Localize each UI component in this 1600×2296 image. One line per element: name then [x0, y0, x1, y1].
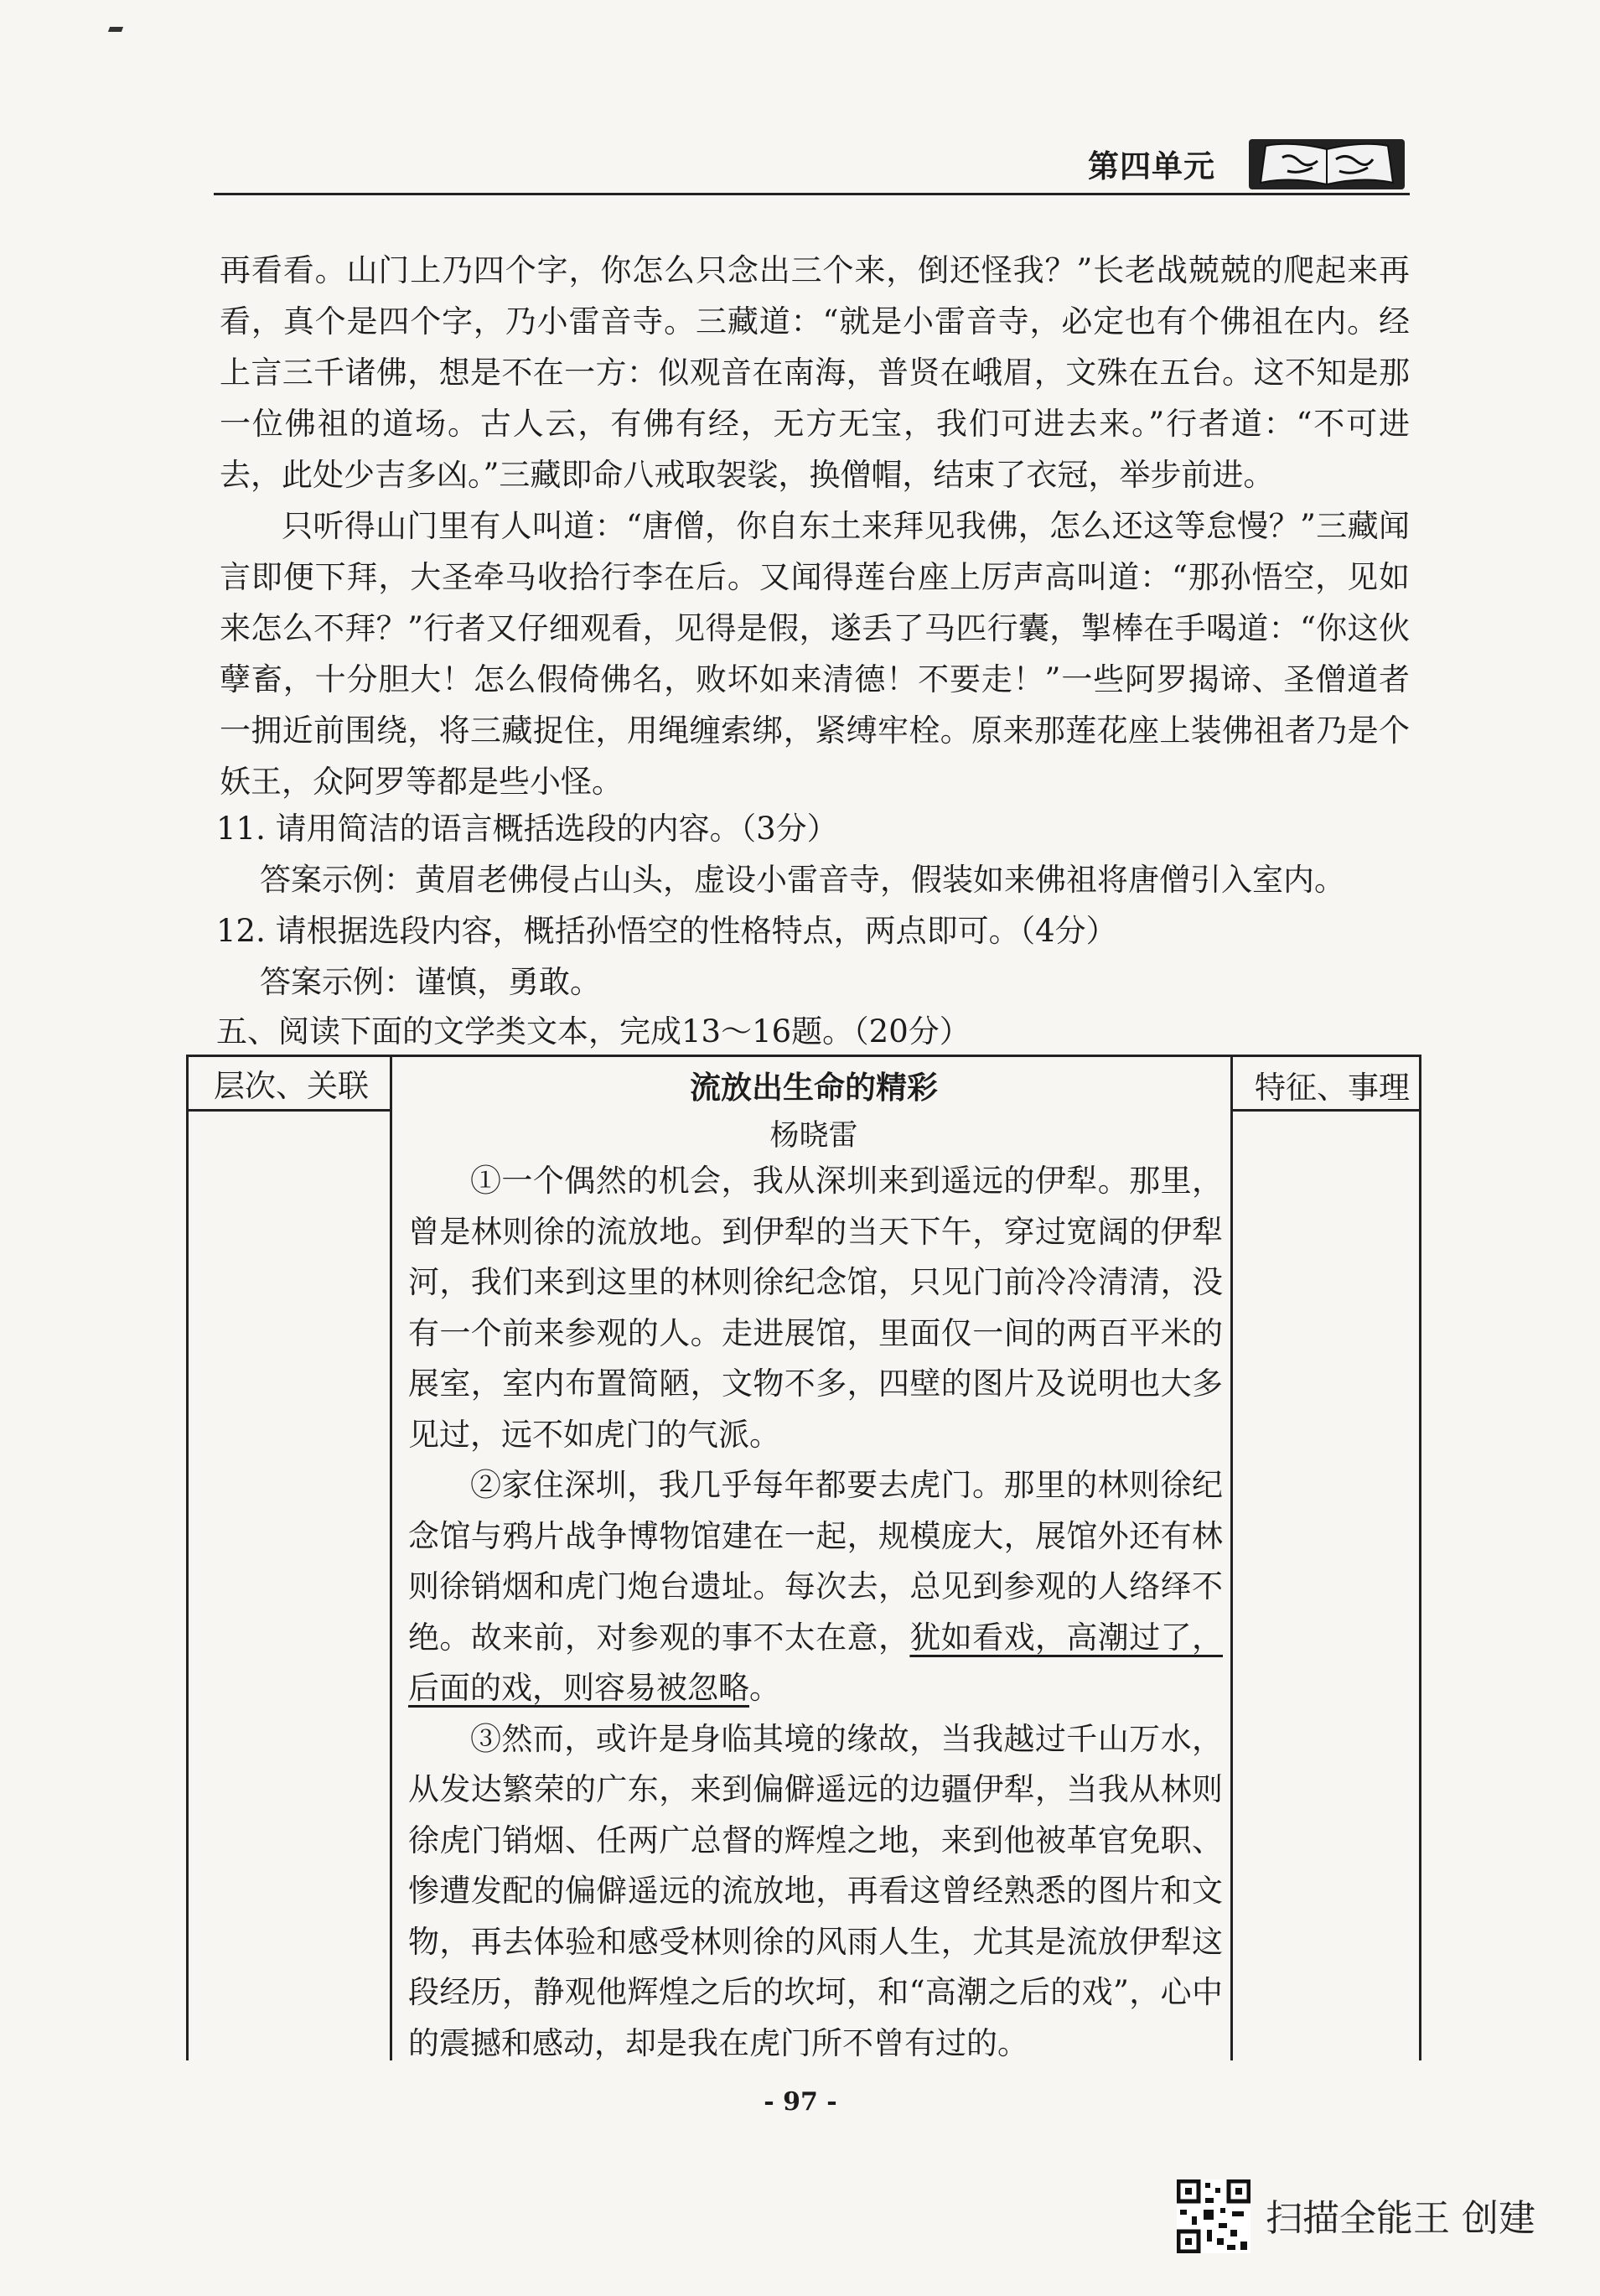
passage-paragraph: 再看看。山门上乃四个字，你怎么只念出三个来，倒还怪我？”长老战兢兢的爬起来再看，真个是四个字，乃小雷音寺。三藏道：“就是小雷音寺，必定也有个佛祖在内。经上言三千诸佛，想是不在一方：似观音在南海，普贤在峨眉，文殊在五台。这不知是那一位佛祖的道场。古人云，有佛有经，无方无宝，我们可进去来。”行者道：“不可进去，此处少吉多凶。”三藏即命八戒取袈裟，换僧帽，结束了衣冠，举步前进。 [220, 252, 1410, 493]
paragraph-end: 。 [749, 1670, 780, 1706]
question-text: 11. 请用简洁的语言概括选段的内容。（3分） [216, 811, 838, 847]
question-11 [216, 803, 1423, 905]
question-text: 12. 请根据选段内容，概括孙悟空的性格特点，两点即可。（4分） [216, 913, 1117, 949]
underlined-sentence: 犹如看戏，高潮过了，后面的戏，则容易被忽略 [408, 1619, 1224, 1706]
header-divider [214, 193, 1410, 195]
header-row-rule [189, 1109, 392, 1112]
passage-paragraph: 只听得山门里有人叫道：“唐僧，你自东土来拜见我佛，怎么还这等怠慢？”三藏闻言即便下拜，大圣牵马收拾行李在后。又闻得莲台座上厉声高叫道：“那孙悟空，见如来怎么不拜？”行者又仔细观看，见得是假，遂丢了马匹行囊，掣棒在手喝道：“你这伙孽畜，十分胆大！怎么假倚佛名，败坏如来清德！不要走！”一些阿罗揭谛、圣僧道者一拥近前围绕，将三藏捉住，用绳缠索绑，紧缚牢栓。原来那莲花座上装佛祖者乃是个妖王，众阿罗等都是些小怪。 [220, 508, 1410, 800]
header-row-rule [1233, 1109, 1419, 1112]
section-five-heading: 五、阅读下面的文学类文本，完成13～16题。（20分） [216, 1013, 971, 1050]
book-logo-badge [1249, 139, 1405, 189]
unit-title: 第四单元 [1088, 148, 1215, 184]
scan-mark [108, 27, 123, 32]
scanner-watermark: 扫描全能王 创建 [1266, 2197, 1535, 2240]
page-number: - 97 - [764, 2087, 837, 2117]
column-header-feature: 特征、事理 [1255, 1070, 1410, 1106]
article-paragraph [408, 1460, 1223, 1714]
feature-column [1230, 1057, 1419, 2060]
paragraph-text: ②家住深圳，我几乎每年都要去虎门。那里的林则徐纪念馆与鸦片战争博物馆建在一起，规模庞大，展馆外还有林则徐销烟和虎门炮台遗址。每次去，总见到参观的人络绎不绝。故来前，对参观的事不太在意， [408, 1467, 1223, 1656]
question-12 [216, 905, 1423, 1008]
answer-text: 答案示例：黄眉老佛侵占山头，虚设小雷音寺，假装如来佛祖将唐僧引入室内。 [260, 862, 1345, 898]
article-paragraph: ③然而，或许是身临其境的缘故，当我越过千山万水，从发达繁荣的广东，来到偏僻遥远的边疆伊犁，当我从林则徐虎门销烟、任两广总督的辉煌之地，来到他被革官免职、惨遭发配的偏僻遥远的流放地，再看这曾经熟悉的图片和文物，再去体验和感受林则徐的风雨人生，尤其是流放伊犁这段经历，静观他辉煌之后的坎坷，和“高潮之后的戏”，心中的震撼和感动，却是我在虎门所不曾有过的。 [408, 1720, 1223, 2061]
article-title: 流放出生命的精彩 [690, 1070, 938, 1106]
book-logo-icon [1249, 139, 1405, 189]
article-author: 杨晓雷 [769, 1119, 858, 1153]
column-header-layer: 层次、关联 [214, 1068, 369, 1104]
qr-code-icon [1177, 2179, 1250, 2253]
passage-excerpt [220, 245, 1410, 807]
article-body [408, 1156, 1223, 2069]
article-paragraph: ①一个偶然的机会，我从深圳来到遥远的伊犁。那里，曾是林则徐的流放地。到伊犁的当天下午，穿过宽阔的伊犁河，我们来到这里的林则徐纪念馆，只见门前冷冷清清，没有一个前来参观的人。走进展馆，里面仅一间的两百平米的展室，室内布置简陋，文物不多，四壁的图片及说明也大多见过，远不如虎门的气派。 [408, 1163, 1223, 1453]
layer-column [189, 1057, 392, 2060]
answer-text: 答案示例：谨慎，勇敢。 [260, 964, 601, 1000]
reading-table [186, 1055, 1421, 2060]
